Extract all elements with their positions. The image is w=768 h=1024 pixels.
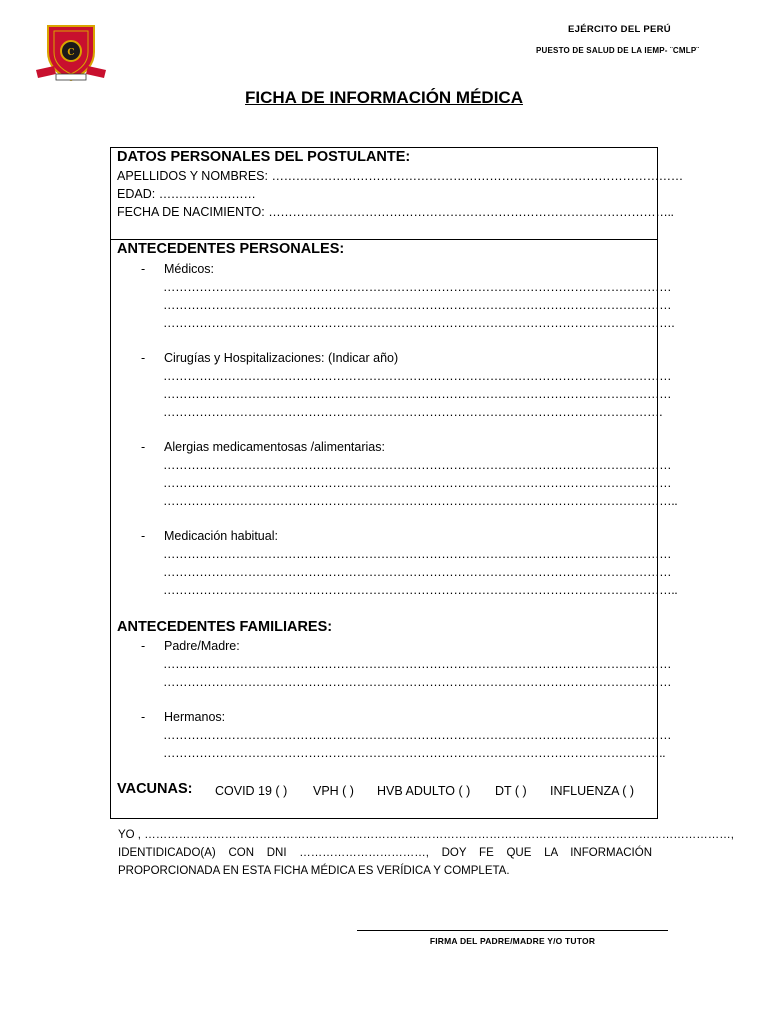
allergies-line-1[interactable]: ………………………………………………………………………………………………………………: [163, 458, 672, 472]
age-label: EDAD:: [117, 187, 159, 201]
list-bullet: -: [141, 710, 146, 724]
medication-label: Medicación habitual:: [164, 529, 278, 543]
family-history-heading: ANTECEDENTES FAMILIARES:: [117, 619, 333, 635]
surgeries-label: Cirugías y Hospitalizaciones: (Indicar año): [164, 351, 399, 365]
parents-line-2[interactable]: ………………………………………………………………………………………………………………: [163, 675, 672, 689]
allergies-line-3[interactable]: ………………………………………………………………………………………………………………..: [163, 494, 678, 508]
svg-text:C: C: [67, 48, 75, 58]
medical-history-line-2[interactable]: ………………………………………………………………………………………………………………: [163, 298, 672, 312]
medical-history-line-1[interactable]: ………………………………………………………………………………………………………………: [163, 280, 672, 294]
vaccine-option-vph[interactable]: VPH ( ): [313, 784, 354, 798]
list-bullet: -: [141, 351, 146, 365]
vaccine-option-covid[interactable]: COVID 19 ( ): [215, 784, 288, 798]
names-fill-dots: …………………………………………………………………………………………: [271, 169, 683, 183]
birth-date-field[interactable]: [117, 205, 674, 219]
unit-name: PUESTO DE SALUD DE LA IEMP- ¨CMLP¨: [536, 46, 700, 55]
names-label: APELLIDOS Y NOMBRES:: [117, 169, 272, 183]
vaccine-option-hvb[interactable]: HVB ADULTO ( ): [377, 784, 471, 798]
surgeries-line-2[interactable]: ………………………………………………………………………………………………………………: [163, 387, 672, 401]
allergies-line-2[interactable]: ………………………………………………………………………………………………………………: [163, 476, 672, 490]
organization-name: EJÉRCITO DEL PERÚ: [568, 24, 671, 35]
medical-history-label: Médicos:: [164, 262, 215, 276]
siblings-line-1[interactable]: ………………………………………………………………………………………………………………: [163, 728, 672, 742]
declaration-line-2[interactable]: IDENTIDICADO(A) CON DNI ……………………………, DOY FE QUE LA INFORMACIÓN: [118, 847, 652, 859]
personal-data-heading: DATOS PERSONALES DEL POSTULANTE:: [117, 149, 411, 165]
parents-label: Padre/Madre:: [164, 639, 240, 653]
page-title: FICHA DE INFORMACIÓN MÉDICA: [245, 88, 523, 107]
birth-date-label: FECHA DE NACIMIENTO:: [117, 205, 269, 219]
medical-history-line-3[interactable]: ……………………………………………………………………………………………………………….: [163, 316, 675, 330]
declaration-line-1[interactable]: YO , ………………………………………………………………………………………………………………………………………,: [118, 829, 734, 841]
personal-history-heading: ANTECEDENTES PERSONALES:: [117, 241, 345, 257]
declaration-line-3: PROPORCIONADA EN ESTA FICHA MÉDICA ES VERÍDICA Y COMPLETA.: [118, 865, 510, 877]
list-bullet: -: [141, 262, 146, 276]
siblings-line-2[interactable]: ……………………………………………………………………………………………………………..: [163, 746, 666, 760]
vaccine-option-dt[interactable]: DT ( ): [495, 784, 527, 798]
list-bullet: -: [141, 529, 146, 543]
medication-line-3[interactable]: ………………………………………………………………………………………………………………..: [163, 583, 678, 597]
signature-line[interactable]: [357, 930, 668, 931]
names-field[interactable]: [117, 169, 683, 183]
vaccine-option-influenza[interactable]: INFLUENZA ( ): [550, 784, 635, 798]
surgeries-line-3[interactable]: …………………………………………………………………………………………………………….: [163, 405, 663, 419]
parents-line-1[interactable]: ………………………………………………………………………………………………………………: [163, 657, 672, 671]
list-bullet: -: [141, 639, 146, 653]
medication-line-2[interactable]: ………………………………………………………………………………………………………………: [163, 565, 672, 579]
vaccines-heading: VACUNAS:: [117, 781, 193, 797]
medication-line-1[interactable]: ………………………………………………………………………………………………………………: [163, 547, 672, 561]
personal-data-section: [111, 148, 683, 240]
medical-form-box: [110, 147, 683, 819]
age-fill-dots: ……………………: [158, 187, 256, 201]
surgeries-line-1[interactable]: ………………………………………………………………………………………………………………: [163, 369, 672, 383]
birth-date-fill-dots: ………………………………………………………………………………………..: [268, 205, 674, 219]
vaccines-row: [117, 781, 657, 803]
signature-label: FIRMA DEL PADRE/MADRE Y/O TUTOR: [429, 936, 596, 946]
declaration-paragraph: [118, 826, 734, 880]
allergies-label: Alergias medicamentosas /alimentarias:: [164, 440, 385, 454]
siblings-label: Hermanos:: [164, 710, 226, 724]
army-shield-emblem-icon: [34, 22, 108, 86]
list-bullet: -: [141, 440, 146, 454]
age-field[interactable]: [117, 187, 647, 201]
